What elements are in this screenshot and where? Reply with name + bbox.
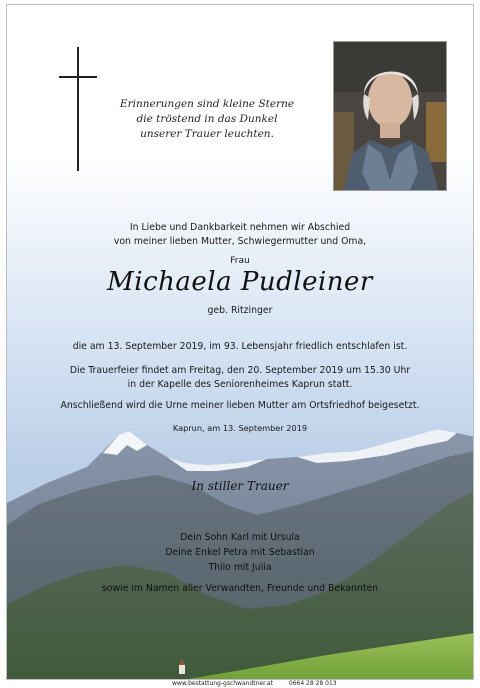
funeral-info (0, 364, 480, 392)
birth-name: geb. Ritzinger (207, 305, 273, 316)
quiet-mourning-heading: In stiller Trauer (191, 479, 289, 493)
poem-line: die tröstend in das Dunkel (136, 113, 278, 125)
footer-website: www.bestattung-gschwandtner.at (172, 680, 273, 687)
intro-text (0, 221, 480, 249)
footer-phone: 0664 28 28 013 (288, 680, 337, 687)
footer (172, 680, 472, 687)
family-line: Deine Enkel Petra mit Sebastian (165, 547, 315, 558)
poem-line: Erinnerungen sind kleine Sterne (119, 98, 295, 110)
funeral-line: Die Trauerfeier findet am Freitag, den 20. September 2019 um 15.30 Uhr (69, 365, 411, 376)
poem-line: unserer Trauer leuchten. (140, 128, 274, 140)
portrait-photo (333, 41, 447, 191)
cross-icon (59, 47, 97, 171)
salutation: Frau (230, 256, 250, 266)
memorial-poem (107, 97, 307, 142)
deceased-name: Michaela Pudleiner (107, 267, 373, 297)
family-line: Dein Sohn Karl mit Ursula (180, 532, 300, 543)
family-list (0, 530, 480, 575)
family-line: Thilo mit Julia (208, 562, 272, 573)
relatives-line: sowie im Namen aller Verwandten, Freunde und Bekannten (101, 583, 379, 594)
intro-line: von meiner lieben Mutter, Schwiegermutter und Oma, (113, 236, 367, 247)
funeral-line: in der Kapelle des Seniorenheimes Kaprun statt. (127, 379, 353, 390)
burial-info: Anschließend wird die Urne meiner lieben Mutter am Ortsfriedhof beigesetzt. (60, 400, 420, 411)
death-notice: die am 13. September 2019, im 93. Lebensjahr friedlich entschlafen ist. (72, 341, 408, 352)
intro-line: In Liebe und Dankbarkeit nehmen wir Abschied (129, 222, 351, 233)
place-date: Kaprun, am 13. September 2019 (172, 423, 308, 433)
